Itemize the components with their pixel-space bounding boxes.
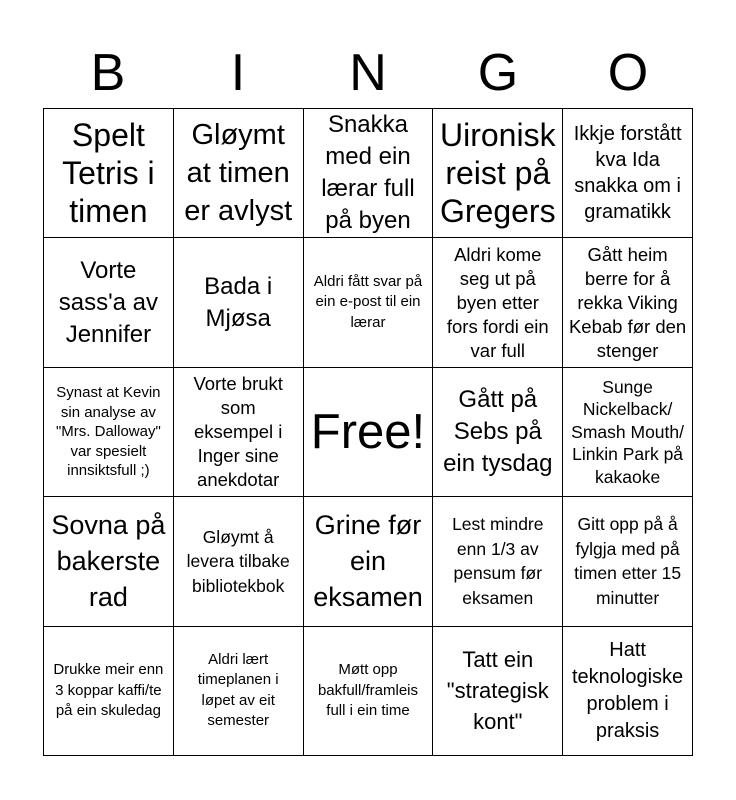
bingo-cell[interactable] <box>563 497 693 626</box>
header-letter-g: G <box>477 44 519 102</box>
bingo-cell[interactable] <box>433 109 563 238</box>
header-letter-b: B <box>90 44 126 102</box>
bingo-cell[interactable] <box>44 109 174 238</box>
bingo-cell[interactable] <box>433 497 563 626</box>
bingo-cell[interactable] <box>44 238 174 367</box>
free-space-text: Free! <box>310 404 426 459</box>
cell-text: Drukke meir enn 3 koppar kaffi/te på ein skuledag <box>53 661 164 720</box>
bingo-cell[interactable] <box>44 368 174 497</box>
bingo-cell[interactable] <box>563 368 693 497</box>
cell-text: Lest mindre enn 1/3 av pensum før eksamen <box>452 514 544 608</box>
cell-text: Aldri lært timeplanen i løpet av eit semester <box>197 650 279 730</box>
header-letter-n: N <box>349 44 387 102</box>
bingo-cell[interactable] <box>433 627 563 756</box>
cell-text: Ikkje forstått kva Ida snakka om i gramatikk <box>573 123 682 224</box>
header-letter-o: O <box>607 44 649 102</box>
bingo-cell[interactable] <box>304 497 434 626</box>
bingo-cell[interactable] <box>563 109 693 238</box>
bingo-cell[interactable] <box>433 238 563 367</box>
cell-text: Vorte sass'a av Jennifer <box>58 256 159 348</box>
bingo-cell[interactable] <box>174 109 304 238</box>
cell-text: Gitt opp på å fylgja med på timen etter 15 minutter <box>574 514 682 608</box>
bingo-cell[interactable] <box>304 368 434 497</box>
bingo-cell[interactable] <box>174 627 304 756</box>
bingo-cell[interactable] <box>563 238 693 367</box>
bingo-cell[interactable] <box>174 368 304 497</box>
cell-text: Møtt opp bakfull/framleis full i ein time <box>317 661 419 720</box>
bingo-cell[interactable] <box>304 238 434 367</box>
cell-text: Gløymt at timen er avlyst <box>184 119 293 228</box>
cell-text: Snakka med ein lærar full på byen <box>321 111 415 235</box>
cell-text: Grine før ein eksamen <box>313 510 423 613</box>
cell-text: Hatt teknologiske problem i praksis <box>572 638 684 742</box>
bingo-cell[interactable] <box>433 368 563 497</box>
bingo-cell[interactable] <box>174 238 304 367</box>
cell-text: Synast at Kevin sin analyse av "Mrs. Dalloway" var spesielt innsiktsfull ;) <box>55 384 161 480</box>
cell-text: Sunge Nickelback/ Smash Mouth/ Linkin Park på kakaoke <box>571 376 684 487</box>
cell-text: Vorte brukt som eksempel i Inger sine anekdotar <box>193 372 283 490</box>
cell-text: Aldri fått svar på ein e-post til ein lærar <box>313 272 423 331</box>
bingo-cell[interactable] <box>174 497 304 626</box>
bingo-cell[interactable] <box>563 627 693 756</box>
bingo-cell[interactable] <box>44 497 174 626</box>
cell-text: Tatt ein "strategisk kont" <box>446 647 549 735</box>
cell-text: Aldri kome seg ut på byen etter fors fordi ein var full <box>446 243 549 361</box>
cell-text: Uironisk reist på Gregers <box>439 117 556 230</box>
bingo-cell[interactable] <box>304 627 434 756</box>
cell-text: Gløymt å levera tilbake bibliotekbok <box>186 526 290 596</box>
bingo-cell[interactable] <box>304 109 434 238</box>
cell-text: Gått på Sebs på ein tysdag <box>443 385 553 477</box>
bingo-header <box>43 40 693 106</box>
bingo-grid <box>43 108 693 756</box>
header-letter-i: I <box>230 44 246 102</box>
cell-text: Sovna på bakerste rad <box>51 510 166 613</box>
cell-text: Bada i Mjøsa <box>204 272 273 332</box>
cell-text: Spelt Tetris i timen <box>62 117 155 230</box>
cell-text: Gått heim berre for å rekka Viking Kebab før den stenger <box>568 243 687 361</box>
bingo-cell[interactable] <box>44 627 174 756</box>
